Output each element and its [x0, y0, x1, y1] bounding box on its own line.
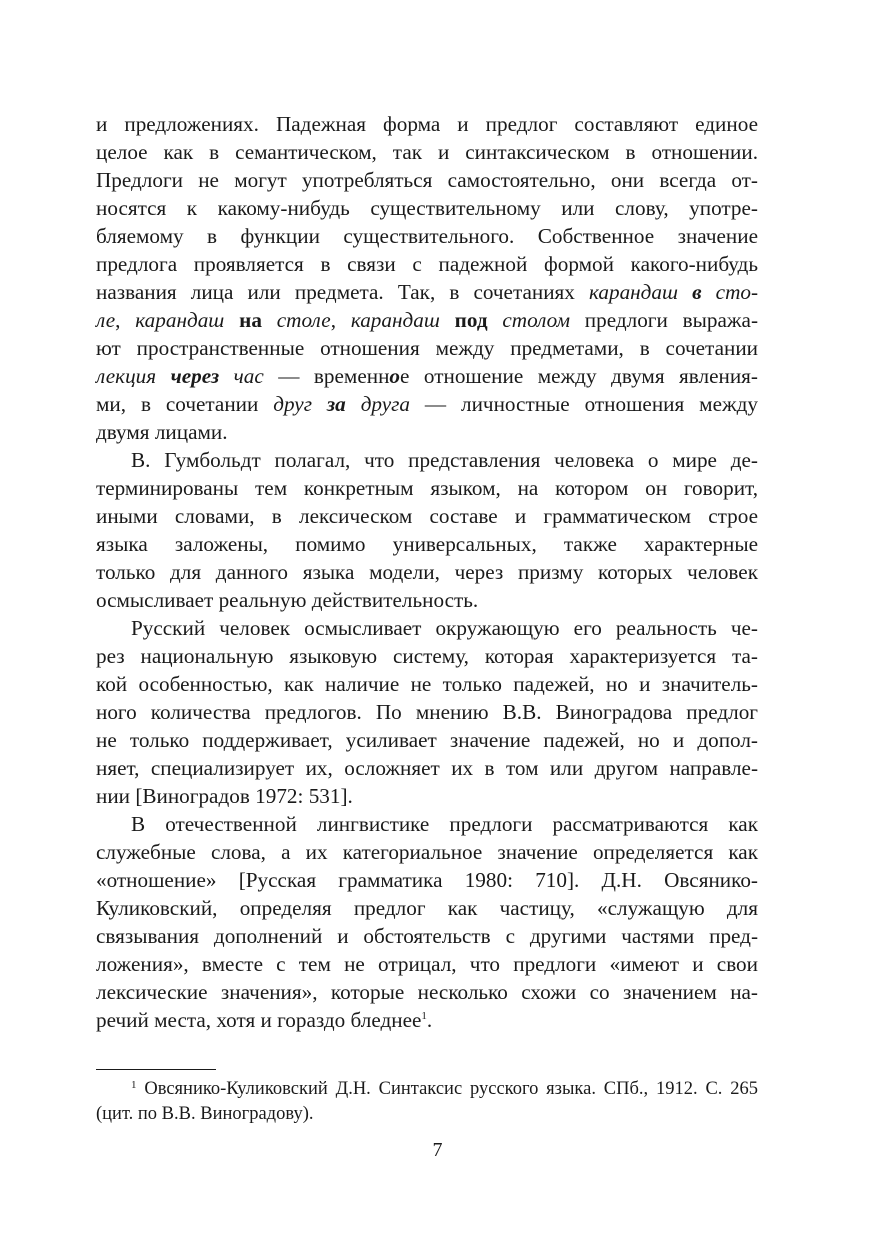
footnote-reference[interactable]: 1 — [421, 1010, 427, 1022]
example-italic: столом — [487, 308, 570, 332]
text-line: не только поддерживает, усиливает значение падежей, но и допол- — [96, 728, 758, 752]
example-preposition: под — [454, 308, 488, 332]
text-line: рез национальную языковую систему, которая характеризуется та- — [96, 644, 758, 668]
text-line: языка заложены, помимо универсальных, также характерные — [96, 532, 758, 556]
text-line: В. Гумбольдт полагал, что представления человека о мире де- — [131, 448, 758, 472]
example-italic: карандаш — [589, 280, 693, 304]
footnote — [96, 1077, 758, 1127]
text-line: бляемому в функции существительного. Собственное значение — [96, 224, 758, 248]
example-preposition: в — [692, 280, 702, 304]
example-preposition: за — [326, 392, 346, 416]
text-line: кой особенностью, как наличие не только падежей, но и значитель- — [96, 672, 758, 696]
example-italic: друг — [273, 392, 327, 416]
text-line: няет, специализирует их, осложняет их в том или другом направле- — [96, 756, 758, 780]
text-run: речий места, хотя и гораздо бледнее — [96, 1008, 422, 1032]
text-run: предлоги выража- — [569, 308, 758, 332]
example-italic: друга — [345, 392, 410, 416]
text-run: — личностные отношения между — [409, 392, 758, 416]
text-line: целое как в семантическом, так и синтаксическом в отношении. — [96, 140, 758, 164]
text-run: , — [330, 308, 351, 332]
text-line: только для данного языка модели, через призму которых человек — [96, 560, 758, 584]
text-run: , — [115, 308, 136, 332]
text-line: В отечественной лингвистике предлоги рассматриваются как — [131, 812, 758, 836]
footnote-text: Овсянико-Куликовский Д.Н. Синтаксис русского языка. СПб., 1912. С. 265 — [136, 1079, 758, 1099]
text-line: иными словами, в лексическом составе и грамматическом строе — [96, 504, 758, 528]
text-line: Куликовский, определяя предлог как частицу, «служащую для — [96, 896, 758, 920]
footnote-separator — [96, 1069, 216, 1070]
footnote-marker: 1 — [131, 1079, 137, 1091]
stress-mark: о — [389, 364, 401, 388]
page-number: 7 — [432, 1139, 443, 1161]
text-line: Русский человек осмысливает окружающую его реальность че- — [131, 616, 758, 640]
text-run: названия лица или предмета. Так, в сочетаниях — [96, 280, 589, 304]
text-run: . — [426, 1008, 433, 1032]
text-line: ного количества предлогов. По мнению В.В. Виноградова предлог — [96, 700, 758, 724]
example-italic: столе — [261, 308, 331, 332]
text-run: — временн — [263, 364, 390, 388]
text-line: терминированы тем конкретным языком, на котором он говорит, — [96, 476, 758, 500]
text-line — [96, 306, 758, 334]
example-italic: карандаш — [350, 308, 455, 332]
text-line: предлога проявляется в связи с падежной формой какого-нибудь — [96, 252, 758, 276]
text-line — [96, 1006, 758, 1034]
footnote-line — [96, 1077, 758, 1102]
example-italic: час — [219, 364, 264, 388]
example-italic: карандаш — [135, 308, 240, 332]
text-line: «отношение» [Русская грамматика 1980: 710]. Д.Н. Овсянико- — [96, 868, 758, 892]
text-line: нии [Виноградов 1972: 531]. — [96, 784, 353, 808]
text-line: осмысливает реальную действительность. — [96, 588, 479, 612]
text-line — [96, 362, 758, 390]
text-line: носятся к какому-нибудь существительному или слову, употре- — [96, 196, 758, 220]
text-line — [96, 278, 758, 306]
text-line: Предлоги не могут употребляться самостоятельно, они всегда от- — [96, 168, 758, 192]
text-line — [96, 390, 758, 418]
example-preposition: на — [239, 308, 262, 332]
text-line: двумя лицами. — [96, 420, 228, 444]
text-run: ми, в сочетании — [96, 392, 274, 416]
text-line: связывания дополнений и обстоятельств с другими частями пред- — [96, 924, 758, 948]
text-line: лексические значения», которые несколько схожи со значением на- — [96, 980, 758, 1004]
text-line: ложения», вместе с тем не отрицал, что предлоги «имеют и свои — [96, 952, 758, 976]
example-italic: лекция — [96, 364, 171, 388]
example-preposition: через — [170, 364, 220, 388]
example-italic: сто- — [701, 280, 759, 304]
page-body — [96, 110, 758, 1034]
example-italic: ле — [96, 308, 116, 332]
text-line: служебные слова, а их категориальное значение определяется как — [96, 840, 758, 864]
text-run: е отношение между двумя явления- — [400, 364, 758, 388]
text-line: и предложениях. Падежная форма и предлог составляют единое — [96, 112, 758, 136]
text-line: ют пространственные отношения между предметами, в сочетании — [96, 336, 758, 360]
footnote-line: (цит. по В.В. Виноградову). — [96, 1104, 314, 1124]
